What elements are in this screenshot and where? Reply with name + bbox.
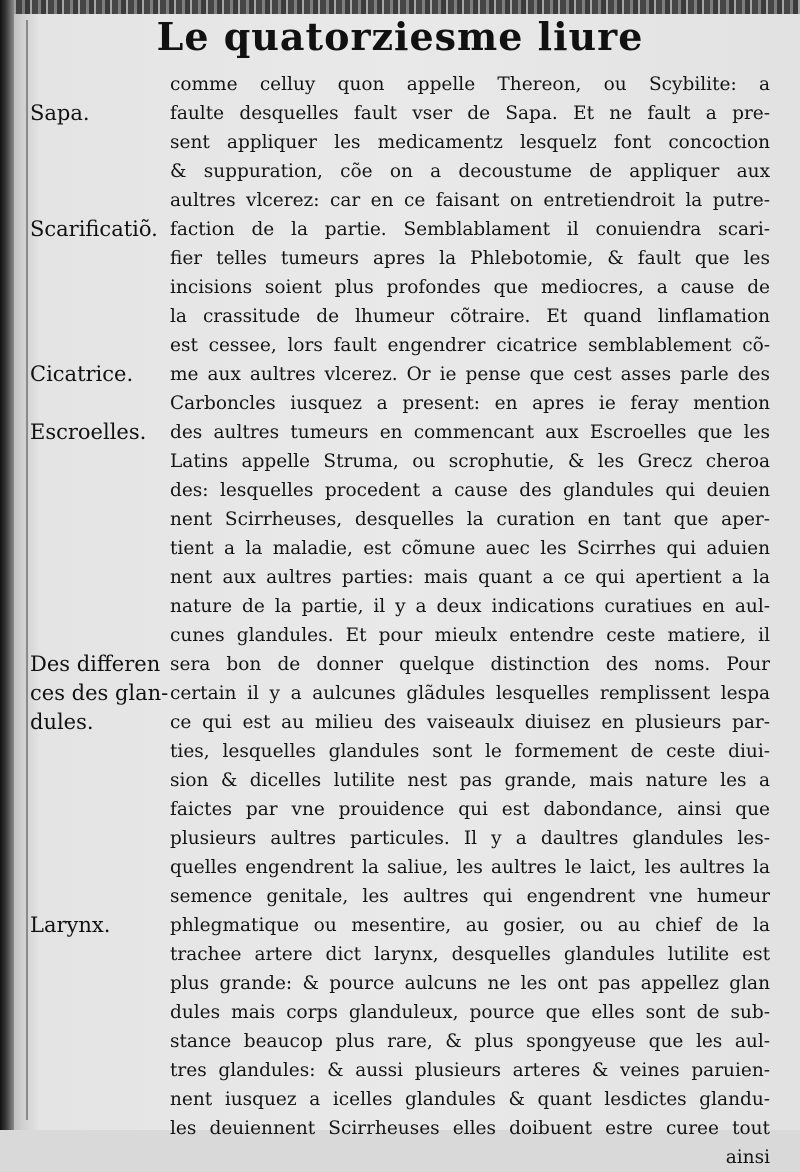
- text-line: faulte desquelles fault vser de Sapa. Et ne fault a pre-: [170, 103, 770, 124]
- text-line: ainsi: [725, 1147, 770, 1168]
- text-line: dules mais corps glanduleux, pource que elles sont de sub-: [170, 1002, 770, 1023]
- gutter-line: [26, 20, 28, 1120]
- text-line: fier telles tumeurs apres la Phlebotomie, & fault que les: [170, 248, 770, 269]
- text-line: est cessee, lors fault engendrer cicatrice semblablement cõ-: [170, 335, 770, 356]
- margin-note: Escroelles.: [30, 420, 147, 444]
- text-line: faction de la partie. Semblablament il conuiendra scari-: [170, 219, 770, 240]
- text-line: tres glandules: & aussi plusieurs arteres & veines paruien-: [170, 1060, 770, 1081]
- text-line: des: lesquelles procedent a cause des glandules qui deuien: [170, 480, 770, 501]
- text-line: faictes par vne prouidence qui est dabondance, ainsi que: [170, 799, 770, 820]
- text-line: nent iusquez a icelles glandules & quant lesdictes glandu-: [170, 1089, 770, 1110]
- margin-note: ces des glan-: [30, 681, 169, 705]
- text-line: nent Scirrheuses, desquelles la curation en tant que aper-: [170, 509, 770, 530]
- text-line: ce qui est au milieu des vaiseaulx diuisez en plusieurs par-: [170, 712, 770, 733]
- text-line: Latins appelle Struma, ou scrophutie, & les Grecz cheroa: [170, 451, 770, 472]
- text-line: certain il y a aulcunes glãdules lesquelles remplissent lespa: [170, 683, 770, 704]
- text-line: tient a la maladie, est cõmune auec les Scirrhes qui aduien: [170, 538, 770, 559]
- text-line: stance beaucop plus rare, & plus spongyeuse que les aul-: [170, 1031, 770, 1052]
- text-line: nature de la partie, il y a deux indications curatiues en aul-: [170, 596, 770, 617]
- margin-note: Larynx.: [30, 913, 111, 937]
- text-line: sera bon de donner quelque distinction des noms. Pour: [170, 654, 770, 675]
- text-line: semence genitale, les aultres qui engendrent vne humeur: [170, 886, 770, 907]
- text-line: aultres vlcerez: car en ce faisant on entretiendroit la putre-: [170, 190, 770, 211]
- text-line: comme celluy quon appelle Thereon, ou Scybilite: a: [170, 74, 770, 95]
- body-text: [170, 70, 770, 1172]
- text-line: plusieurs aultres particules. Il y a daultres glandules les-: [170, 828, 770, 849]
- text-line: plus grande: & pource aulcuns ne les ont pas appellez glan: [170, 973, 770, 994]
- text-line: cunes glandules. Et pour mieulx entendre ceste matiere, il: [170, 625, 770, 646]
- running-head: Le quatorziesme liure: [156, 14, 644, 59]
- margin-note: dules.: [30, 710, 94, 734]
- book-binding: [0, 0, 14, 1130]
- text-line: me aux aultres vlcerez. Or ie pense que cest asses parle des: [170, 364, 770, 385]
- text-line: trachee artere dict larynx, desquelles glandules lutilite est: [170, 944, 770, 965]
- margin-note: Des differen: [30, 652, 161, 676]
- text-line: les deuiennent Scirrheuses elles doibuent estre curee tout: [170, 1118, 770, 1139]
- text-line: nent aux aultres parties: mais quant a ce qui apertient a la: [170, 567, 770, 588]
- margin-note: Cicatrice.: [30, 362, 134, 386]
- text-line: des aultres tumeurs en commencant aux Escroelles que les: [170, 422, 770, 443]
- text-line: sion & dicelles lutilite nest pas grande, mais nature les a: [170, 770, 770, 791]
- margin-note: Scarificatiõ.: [30, 217, 158, 241]
- margin-note: Sapa.: [30, 101, 90, 125]
- text-line: ties, lesquelles glandules sont le formement de ceste diui-: [170, 741, 770, 762]
- text-line: Carboncles iusquez a present: en apres ie feray mention: [170, 393, 770, 414]
- text-line: & suppuration, cõe on a decoustume de appliquer aux: [170, 161, 770, 182]
- page-top-edge: [0, 0, 800, 14]
- text-line: sent appliquer les medicamentz lesquelz font concoction: [170, 132, 770, 153]
- text-line: la crassitude de lhumeur cõtraire. Et quand linflamation: [170, 306, 770, 327]
- text-line: incisions soient plus profondes que mediocres, a cause de: [170, 277, 770, 298]
- text-line: phlegmatique ou mesentire, au gosier, ou au chief de la: [170, 915, 770, 936]
- text-line: quelles engendrent la saliue, les aultres le laict, les aultres la: [170, 857, 770, 878]
